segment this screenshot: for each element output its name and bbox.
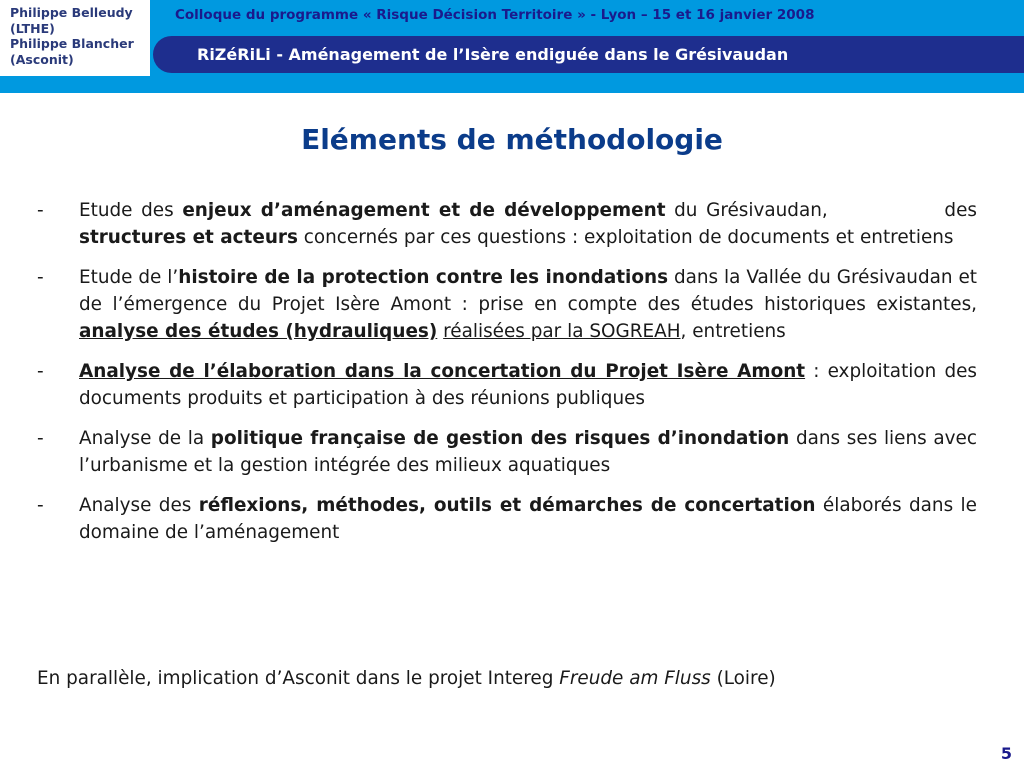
bullet-dash: - [37, 361, 44, 382]
text-run: (Loire) [710, 668, 776, 689]
text-run: dans ses liens avec l’urbanisme et la gestion intégrée des milieux aquatiques [79, 428, 977, 476]
text-run: du Grésivaudan, [665, 200, 828, 221]
conference-title: Colloque du programme « Risque Décision Territoire » - Lyon – 15 et 16 janvier 2008 [175, 7, 815, 23]
authors-box [0, 0, 150, 76]
text-run: : exploitation des documents produits et participation à des réunions publiques [79, 361, 978, 409]
bullet-dash: - [37, 495, 44, 516]
text-run: concernés par ces questions : exploitation de documents et entretiens [297, 227, 954, 248]
bullet-item [37, 492, 977, 546]
text-run: dans la Vallée du Grésivaudan et de l’émergence du Projet Isère Amont : prise en compte des études historiques existantes, [79, 267, 977, 315]
text-run: des [944, 200, 977, 221]
underlined-run: réalisées par la SOGREAH [443, 321, 681, 342]
bold-underlined-run: Analyse de l’élaboration dans la concertation du Projet Isère Amont [79, 361, 806, 382]
bullet-list [37, 197, 977, 559]
bullet-text [79, 197, 977, 251]
author-line: Philippe Belleudy [10, 5, 133, 20]
bold-underlined-run: analyse des études (hydrauliques) [79, 321, 438, 342]
bullet-item [37, 425, 977, 479]
author-line: Philippe Blancher [10, 36, 134, 51]
bold-run: structures et acteurs [79, 227, 298, 248]
text-run: Etude des [79, 200, 183, 221]
project-title: RiZéRiLi - Aménagement de l’Isère endiguée dans le Grésivaudan [197, 45, 789, 64]
bold-run: enjeux d’aménagement et de développement [182, 200, 666, 221]
text-run: élaborés dans le domaine de l’aménagement [79, 495, 977, 543]
text-run: En parallèle, implication d’Asconit dans le projet Intereg [37, 668, 560, 689]
bullet-item [37, 264, 977, 345]
bold-run: réflexions, méthodes, outils et démarches de concertation [198, 495, 816, 516]
bold-run: histoire de la protection contre les inondations [178, 267, 669, 288]
project-banner [153, 36, 1024, 73]
slide-title: Eléments de méthodologie [301, 123, 723, 156]
bullet-item [37, 358, 977, 412]
italic-run: Freude am Fluss [559, 668, 711, 689]
bullet-text [79, 264, 977, 345]
bullet-dash: - [37, 267, 44, 288]
bullet-text [79, 425, 977, 479]
author-line: (LTHE) [10, 20, 55, 36]
text-run: Analyse des [79, 495, 199, 516]
text-run: Etude de l’ [79, 267, 179, 288]
bullet-item [37, 197, 977, 251]
author-line: (Asconit) [10, 51, 74, 67]
bullet-dash: - [37, 428, 44, 449]
bullet-dash: - [37, 200, 44, 221]
bullet-text [79, 492, 977, 546]
page-number: 5 [1000, 744, 1012, 763]
text-run: , entretiens [680, 321, 786, 342]
bullet-text [79, 358, 977, 412]
bold-run: politique française de gestion des risques d’inondation [210, 428, 790, 449]
parallel-note [37, 668, 776, 689]
text-run: Analyse de la [79, 428, 211, 449]
